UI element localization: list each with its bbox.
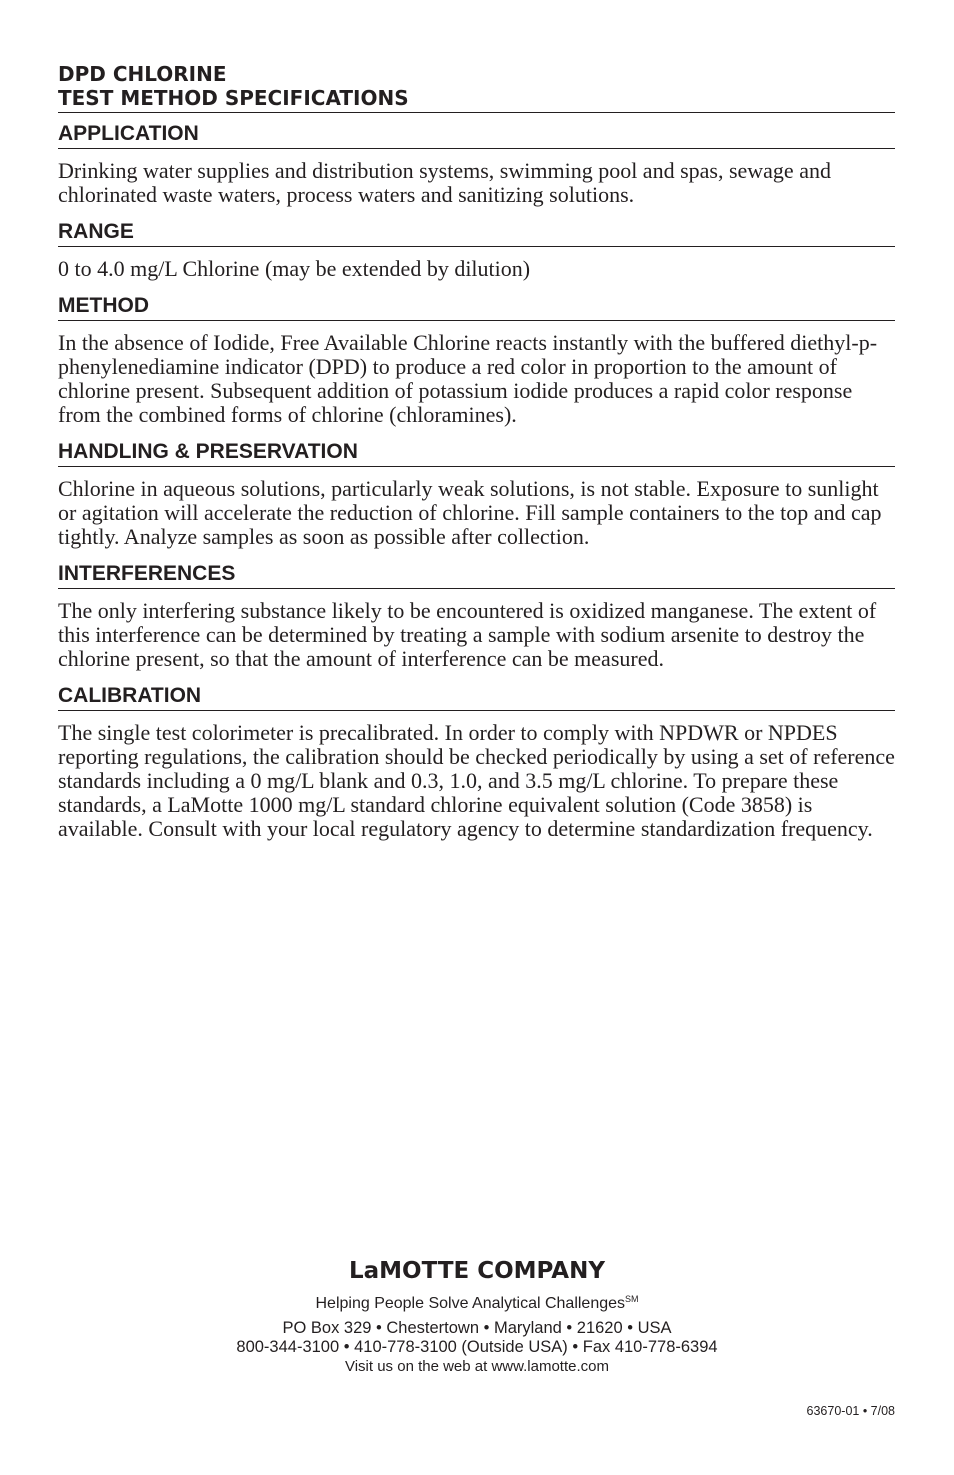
section-application — [58, 113, 895, 211]
section-body: The only interfering substance likely to be encountered is oxidized manganese. The extent of this interference can be determined by treating a sample with sodium arsenite to destroy the chlorine present, so that the amount of interference can be measured. — [58, 598, 877, 671]
section-body: The single test colorimeter is precalibrated. In order to comply with NPDWR or NPDES reporting regulations, the calibration should be checked periodically by using a set of reference standards including a 0 mg/L blank and 0.3, 1.0, and 3.5 mg/L chlorine. To prepare these standards, a LaMotte 1000 mg/L standard chlorine equivalent solution (Code 3858) is available. Consult with your local regulatory agency to determine standardization frequency. — [58, 720, 895, 841]
section-heading: CALIBRATION — [58, 675, 895, 711]
section-heading: RANGE — [58, 211, 895, 247]
company-phones: 800-344-3100 • 410-778-3100 (Outside USA) • Fax 410-778-6394 — [236, 1338, 718, 1356]
section-heading: APPLICATION — [58, 113, 895, 149]
section-heading: INTERFERENCES — [58, 553, 895, 589]
section-body: 0 to 4.0 mg/L Chlorine (may be extended by dilution) — [58, 256, 531, 281]
section-body: In the absence of Iodide, Free Available Chlorine reacts instantly with the buffered diethyl-p-phenylenediamine indicator (DPD) to produce a red color in proportion to the amount of chlorine present. Subsequent addition of potassium iodide produces a rapid color response from the combined forms of chlorine (chloramines). — [58, 330, 878, 427]
document-title — [58, 62, 895, 113]
company-name: LaMOTTE COMPANY — [348, 1258, 605, 1284]
company-website: Visit us on the web at www.lamotte.com — [344, 1358, 609, 1375]
document-code: 63670-01 • 7/08 — [806, 1404, 895, 1418]
company-tagline — [0, 1288, 954, 1315]
section-heading: HANDLING & PRESERVATION — [58, 431, 895, 467]
section-calibration — [58, 675, 895, 845]
section-handling-preservation — [58, 431, 895, 553]
section-body: Chlorine in aqueous solutions, particularly weak solutions, is not stable. Exposure to sunlight or agitation will accelerate the reduction of chlorine. Fill sample containers to the top and cap tightly. Analyze samples as soon as possible after collection. — [58, 476, 882, 549]
document-title-line-1: DPD CHLORINE — [58, 62, 227, 86]
document-title-line-2: TEST METHOD SPECIFICATIONS — [58, 86, 409, 110]
section-method — [58, 285, 895, 431]
service-mark: SM — [625, 1294, 639, 1304]
section-heading: METHOD — [58, 285, 895, 321]
section-body: Drinking water supplies and distribution systems, swimming pool and spas, sewage and chlorinated waste waters, process waters and sanitizing solutions. — [58, 158, 831, 207]
company-footer — [0, 1256, 954, 1376]
section-range — [58, 211, 895, 285]
specification-sheet — [58, 62, 895, 845]
tagline-text: Helping People Solve Analytical Challenges — [315, 1295, 626, 1312]
company-address: PO Box 329 • Chestertown • Maryland • 21620 • USA — [282, 1319, 672, 1337]
section-interferences — [58, 553, 895, 675]
